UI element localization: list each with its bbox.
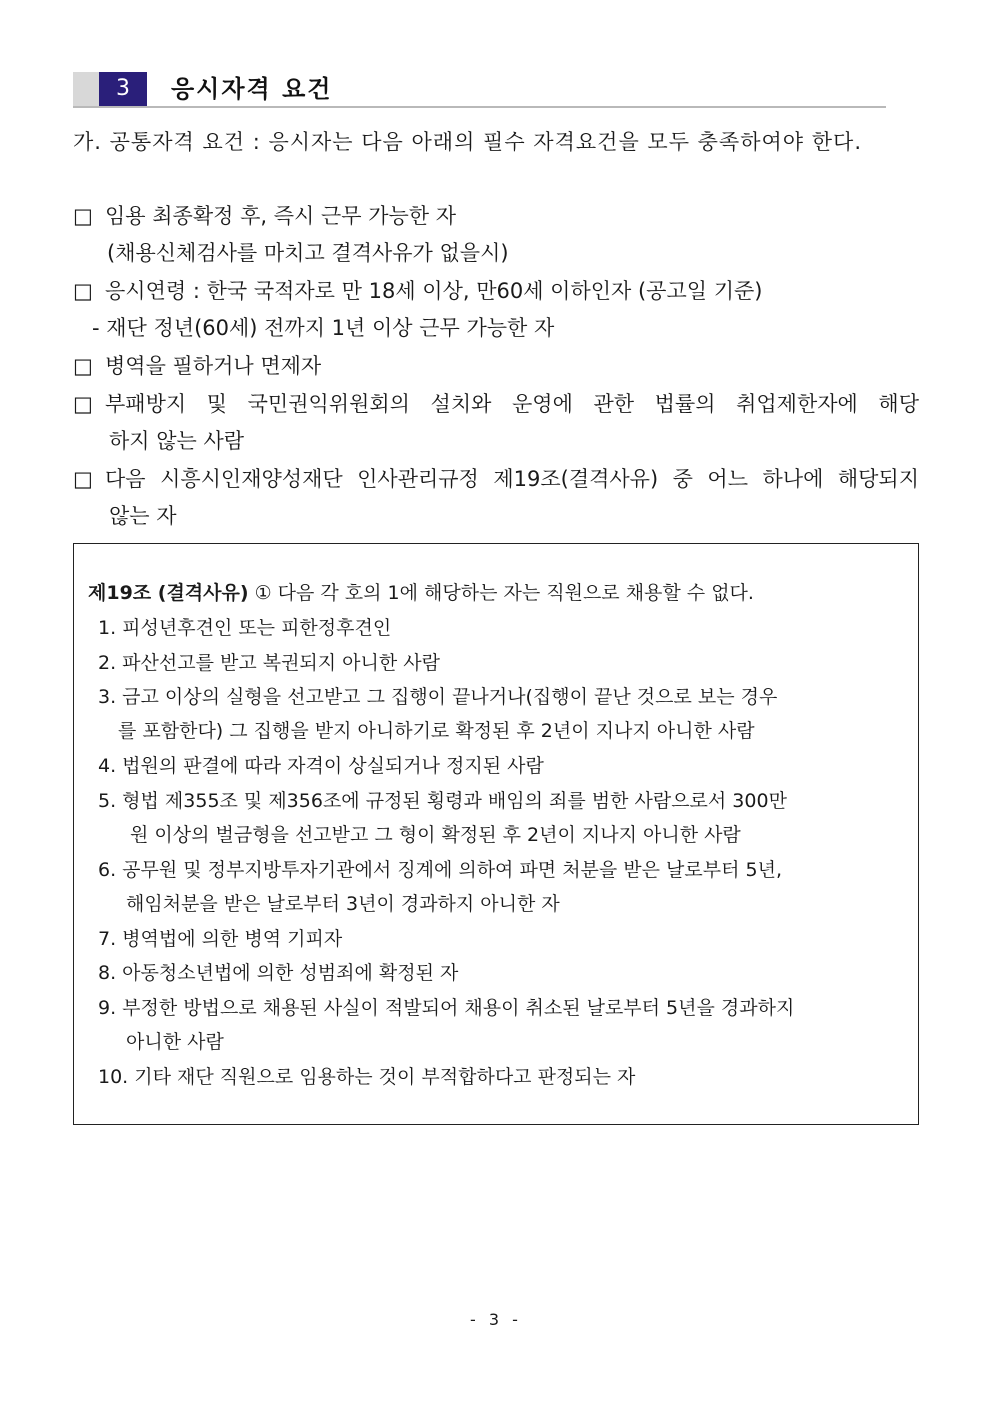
requirement-text: 병역을 필하거나 면제자 — [105, 354, 322, 378]
article-item-continued: 아니한 사람 — [126, 1031, 224, 1053]
requirement-text: 부패방지 및 국민권익위원회의 설치와 운영에 관한 법률의 취업제한자에 해당 — [105, 392, 919, 416]
requirement-subtext: - 재단 정년(60세) 전까지 1년 이상 근무 가능한 자 — [92, 316, 555, 340]
article-item: 8. 아동청소년법에 의한 성범죄에 확정된 자 — [98, 962, 459, 984]
article-item: 10. 기타 재단 직원으로 임용하는 것이 부적합하다고 판정되는 자 — [98, 1066, 636, 1088]
section-header — [73, 72, 886, 108]
section-number: 3 — [99, 72, 147, 106]
requirement-text: 다음 시흥시인재양성재단 인사관리규정 제19조(결격사유) 중 어느 하나에 해당되지 — [105, 467, 919, 491]
article-item: 7. 병역법에 의한 병역 기피자 — [98, 928, 343, 950]
requirement-item — [73, 200, 456, 232]
section-title: 응시자격 요건 — [171, 75, 333, 103]
checkbox-icon: □ — [73, 204, 93, 228]
checkbox-icon: □ — [73, 467, 93, 491]
article-item-continued: 원 이상의 벌금형을 선고받고 그 형이 확정된 후 2년이 지나지 아니한 사람 — [130, 824, 741, 846]
article-item: 4. 법원의 판결에 따라 자격이 상실되거나 정지된 사람 — [98, 755, 544, 777]
article-box — [73, 543, 919, 1125]
requirement-text: 응시연령 : 한국 국적자로 만 18세 이상, 만60세 이하인자 (공고일 기준) — [105, 279, 763, 303]
checkbox-icon: □ — [73, 279, 93, 303]
article-item: 5. 형법 제355조 및 제356조에 규정된 횡령과 배임의 죄를 범한 사람으로서 300만 — [98, 790, 787, 812]
requirement-subtext: (채용신체검사를 마치고 결격사유가 없을시) — [107, 241, 509, 265]
article-item: 6. 공무원 및 정부지방투자기관에서 징계에 의하여 파면 처분을 받은 날로부터 5년, — [98, 859, 782, 881]
requirement-subtext: 하지 않는 사람 — [109, 429, 245, 453]
requirement-item — [73, 275, 762, 307]
article-item: 2. 파산선고를 받고 복권되지 아니한 사람 — [98, 652, 440, 674]
page-number: - 3 - — [470, 1310, 522, 1329]
article-heading — [88, 578, 754, 608]
requirement-item — [73, 350, 321, 382]
article-item: 9. 부정한 방법으로 채용된 사실이 적발되어 채용이 취소된 날로부터 5년을 경과하지 — [98, 997, 795, 1019]
requirement-text: 임용 최종확정 후, 즉시 근무 가능한 자 — [105, 204, 457, 228]
article-lead: ① 다음 각 호의 1에 해당하는 자는 직원으로 채용할 수 없다. — [254, 582, 754, 604]
section-accent-bar — [73, 72, 99, 106]
checkbox-icon: □ — [73, 354, 93, 378]
article-item: 3. 금고 이상의 실형을 선고받고 그 집행이 끝나거나(집행이 끝난 것으로 보는 경우 — [98, 686, 778, 708]
intro-text: 가. 공통자격 요건 : 응시자는 다음 아래의 필수 자격요건을 모두 충족하여야 한다. — [73, 130, 863, 154]
article-item-continued: 를 포함한다) 그 집행을 받지 아니하기로 확정된 후 2년이 지나지 아니한 사람 — [118, 720, 755, 742]
requirement-subtext: 않는 자 — [109, 504, 177, 528]
checkbox-icon: □ — [73, 392, 93, 416]
requirement-item — [73, 388, 919, 420]
article-item-continued: 해임처분을 받은 날로부터 3년이 경과하지 아니한 자 — [126, 893, 560, 915]
article-title: 제19조 (결격사유) — [88, 582, 249, 604]
requirement-item — [73, 463, 919, 495]
article-item: 1. 피성년후견인 또는 피한정후견인 — [98, 617, 392, 639]
